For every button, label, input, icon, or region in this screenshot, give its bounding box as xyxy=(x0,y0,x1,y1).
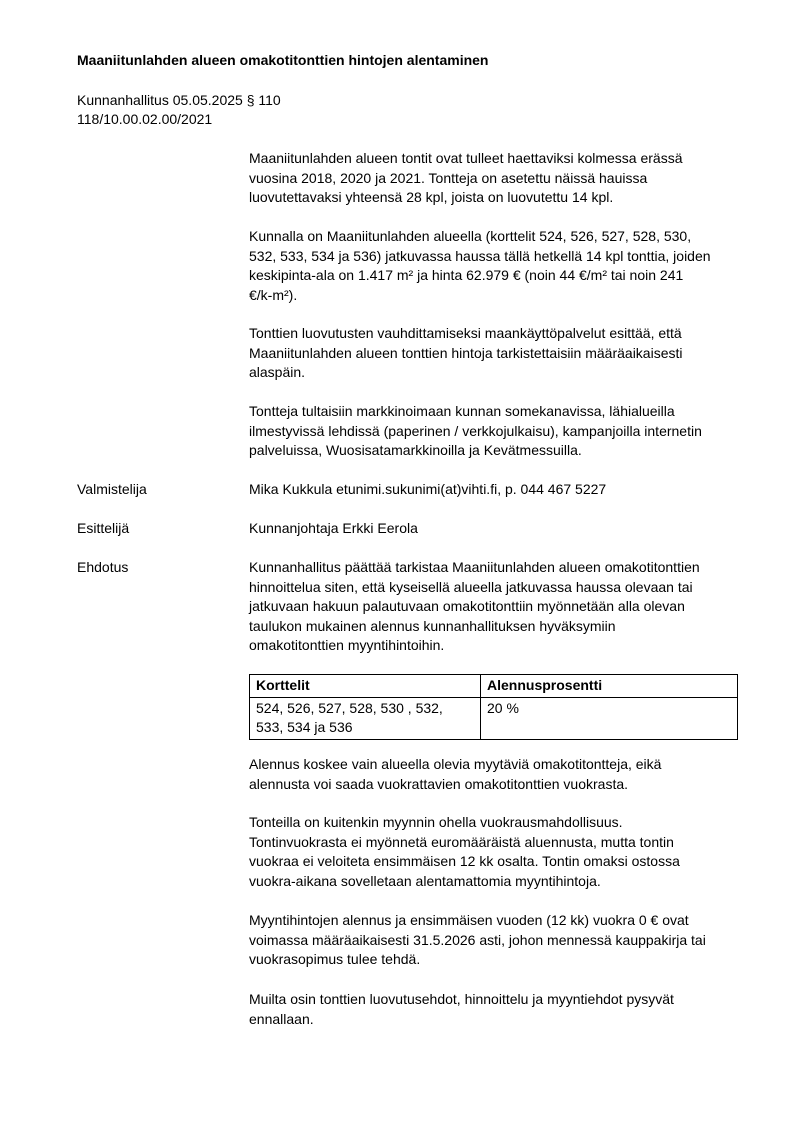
proposal-label: Ehdotus xyxy=(77,559,129,575)
table-header: Korttelit xyxy=(250,675,481,698)
table-row xyxy=(250,698,738,740)
record-id: 118/10.00.02.00/2021 xyxy=(77,111,213,127)
preparer-label: Valmistelija xyxy=(77,481,147,497)
intro-paragraph: Tontteja tultaisiin markkinoimaan kunnan somekanavissa, lähialueilla ilmestyvissä lehdissä (paperinen / verkkojulkaisu), kampanjoilla internetin palveluissa, Wuosisatamarkkinoilla ja Kevätmessuilla. xyxy=(249,403,702,458)
discount-table xyxy=(249,674,738,740)
proposal-text: Kunnanhallitus päättää tarkistaa Maaniitunlahden alueen omakotitonttien hinnoittelua siten, että kyseisellä alueella jatkuvassa haussa olevaan tai jatkuvaan hakuun palautuvaan omakotitonttiin myönnetään alla olevan taulukon mukainen alennus kunnanhallituksen hyväksymiin omakotitonttien myyntihintoihin. xyxy=(249,559,700,653)
table-cell-discount: 20 % xyxy=(481,698,738,740)
table-cell-blocks: 524, 526, 527, 528, 530 , 532, 533, 534 ja 536 xyxy=(250,698,481,740)
intro-paragraph: Maaniitunlahden alueen tontit ovat tulleet haettaviksi kolmessa erässä vuosina 2018, 2020 ja 2021. Tontteja on asetettu näissä hauissa luovutettavaksi yhteensä 28 kpl, joista on luovutettu 14 kpl. xyxy=(249,150,683,205)
meeting-reference: Kunnanhallitus 05.05.2025 § 110 xyxy=(77,92,281,108)
intro-paragraph: Tonttien luovutusten vauhdittamiseksi maankäyttöpalvelut esittää, että Maaniitunlahden alueen tonttien hintoja tarkistettaisiin määräaikaisesti alaspäin. xyxy=(249,325,683,380)
closing-paragraph: Myyntihintojen alennus ja ensimmäisen vuoden (12 kk) vuokra 0 € ovat voimassa määräaikaisesti 31.5.2026 asti, johon mennessä kauppakirja tai vuokrasopimus tulee tehdä. xyxy=(249,912,706,967)
closing-paragraph: Tonteilla on kuitenkin myynnin ohella vuokrausmahdollisuus. Tontinvuokrasta ei myönnetä euromääräistä aluennusta, mutta tontin vuokraa ei veloiteta ensimmäisen 12 kk osalta. Tontin omaksi ostossa vuokra-aikana sovelletaan alentamattomia myyntihintoja. xyxy=(249,814,680,889)
presenter-label: Esittelijä xyxy=(77,520,130,536)
closing-paragraph: Alennus koskee vain alueella olevia myytäviä omakotitontteja, eikä alennusta voi saada vuokrattavien omakotitonttien vuokrasta. xyxy=(249,756,662,792)
presenter-value: Kunnanjohtaja Erkki Eerola xyxy=(249,520,418,536)
closing-paragraph: Muilta osin tonttien luovutusehdot, hinnoittelu ja myyntiehdot pysyvät ennallaan. xyxy=(249,991,674,1027)
table-header-row xyxy=(250,675,738,698)
table-header: Alennusprosentti xyxy=(481,675,738,698)
intro-paragraph: Kunnalla on Maaniitunlahden alueella (korttelit 524, 526, 527, 528, 530, 532, 533, 534 ja 536) jatkuvassa haussa tällä hetkellä 14 kpl tonttia, joiden keskipinta-ala on 1.417 m² ja hinta 62.979 € (noin 44 €/m² tai noin 241 €/k-m²). xyxy=(249,228,711,303)
document-title: Maaniitunlahden alueen omakotitonttien hintojen alentaminen xyxy=(77,52,489,68)
preparer-value: Mika Kukkula etunimi.sukunimi(at)vihti.fi, p. 044 467 5227 xyxy=(249,481,607,497)
